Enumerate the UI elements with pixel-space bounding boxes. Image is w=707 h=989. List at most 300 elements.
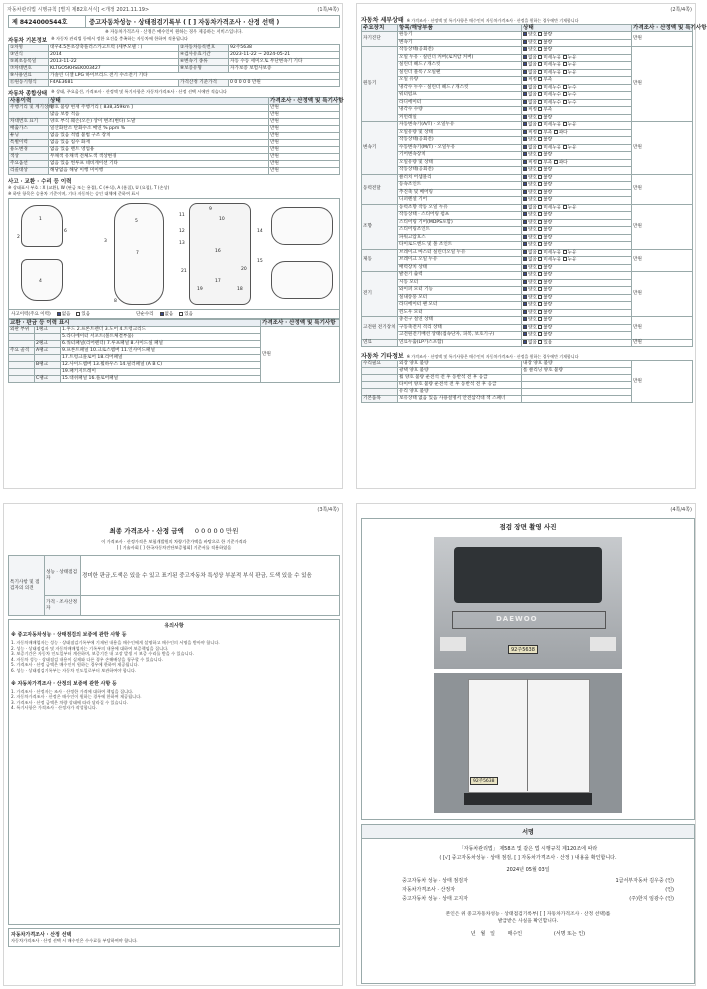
checkbox-icon <box>538 257 542 261</box>
detail-option: 불량 <box>543 47 553 53</box>
detail-option: 양호 <box>528 295 539 300</box>
overall-value: 양호 불량 현재 주행거리 [ 838,359km ] <box>49 105 269 112</box>
detail-option: 없음 <box>528 62 539 68</box>
detail-option: 없음 <box>528 340 539 345</box>
legend-yes: 있음 <box>81 312 91 317</box>
detail-option: 양호 <box>528 167 539 173</box>
overall-key: 리콜대상 <box>9 168 49 175</box>
detail-option: 양호 <box>528 235 539 240</box>
detail-status <box>522 332 632 340</box>
checkbox-icon <box>523 340 527 344</box>
checkbox-icon <box>523 295 527 299</box>
special-table <box>8 555 340 616</box>
basic-info-key: ⑥변속기 종류 <box>179 59 229 66</box>
checkbox-icon <box>523 212 527 216</box>
diagram-label: 21 <box>181 269 187 274</box>
detail-status <box>522 227 632 235</box>
detail-item: 발전기 출력 <box>398 272 522 280</box>
detail-option: 불량 <box>543 227 553 233</box>
truck-rear-photo <box>434 673 622 813</box>
checkbox-icon <box>538 115 542 119</box>
detail-option: 누유 <box>567 70 577 75</box>
basic-info-value: F4AE3681 <box>49 80 179 87</box>
buyer-line: 년 월 일 매수인 (서명 또는 인) <box>470 931 586 937</box>
diagram-label: 13 <box>179 241 185 246</box>
diagram-label: 3 <box>104 239 107 244</box>
overall-value: 해당없음 해당 이행 미이행 <box>49 168 269 175</box>
sign-date: 2024년 05월 03일 <box>506 867 550 873</box>
detail-item: 오일유량 및 상태 <box>398 159 522 167</box>
detail-option: 양호 <box>528 280 539 285</box>
photo-box <box>361 518 695 820</box>
sign-title: 서명 <box>362 825 694 839</box>
photo-title: 점검 장면 촬영 사진 <box>499 523 557 531</box>
sign-line-2: ( [√] 중고자동차성능 · 상태 점검, [ ] 자동차가격조사 · 산정 ) 내용을 확인합니다. <box>439 855 617 861</box>
frame-group <box>9 341 35 348</box>
checkbox-icon <box>538 332 542 336</box>
rear-plate: 92주5638 <box>470 777 498 785</box>
overall-status-table <box>8 97 344 175</box>
detail-option: 불량 <box>543 295 553 300</box>
checkbox-icon <box>523 257 527 261</box>
notice1-item: 4. 자동차 성능 · 상태점검 내용이 실제와 다른 경우 손해배상을 청구할 수 있습니다. <box>11 656 164 662</box>
detail-item: 워터펌프 <box>398 92 522 100</box>
detail-item: 등속조인트 <box>398 182 522 190</box>
detail-option: 미세누유 <box>543 62 563 68</box>
detail-row <box>362 317 693 325</box>
detail-option: 부족 <box>543 77 553 83</box>
frame-value: 17.트렁크플로어 18.리어패널 <box>61 355 261 362</box>
diagram-label: 7 <box>136 251 139 256</box>
overall-row <box>9 140 340 147</box>
detail-option: 누유 <box>567 145 577 150</box>
legend-none-2: 없음 <box>164 312 174 317</box>
overall-key: 튜닝 <box>9 133 49 140</box>
checkbox-icon <box>523 70 527 74</box>
overall-value: 없음 있음 썬루프 네비게이션 기타 <box>49 161 269 168</box>
checkbox-icon <box>563 70 567 74</box>
basic-info-value: 자동 수동 세미오토 무단변속기 기타 <box>229 59 340 66</box>
notice2-item: 4. 특기사항은 가격조사 · 산정자가 작성합니다. <box>11 705 98 711</box>
detail-status <box>522 264 632 272</box>
checkbox-icon <box>538 32 542 36</box>
price-line-1: 이 가격조사 · 산정가격은 보험개발원의 차량기준가액을 바탕으로 한 기준가격과 <box>101 539 247 544</box>
etc-note: ※ 가격조사 · 산정액 및 특기사항은 매수인이 자동차가격조사 · 산정을 원하는 경우에만 기재합니다 <box>406 354 579 359</box>
checkbox-icon <box>523 167 527 171</box>
checkbox-icon <box>523 137 527 141</box>
checkbox-icon <box>538 70 542 74</box>
detail-option: 불량 <box>543 272 553 278</box>
detail-option: 불량 <box>543 265 553 270</box>
checkbox-icon <box>523 190 527 194</box>
basic-info-title: 자동차 기본정보 <box>8 38 48 44</box>
detail-status <box>522 129 632 137</box>
detail-option: 불량 <box>543 220 553 225</box>
checkbox-icon <box>523 325 527 329</box>
detail-option: 불량 <box>543 167 553 173</box>
frame-value: 19.패키지트레이 <box>61 369 261 376</box>
etc-item <box>522 396 632 403</box>
basic-info-key: ④검사유효기간 <box>179 52 229 59</box>
detail-item: 수동변속기(M/T) · 오일누유 <box>398 144 522 152</box>
detail-option: 미세누수 <box>543 85 563 90</box>
detail-status <box>522 197 632 205</box>
checkbox-icon <box>523 310 527 314</box>
overall-price: 만원 <box>269 119 340 126</box>
etc-title: 자동차 기타정보 <box>361 353 404 360</box>
checkbox-icon <box>523 220 527 224</box>
detail-option: 없음 <box>528 85 539 90</box>
detail-item: 시동 모터 <box>398 279 522 287</box>
overall-status-note: ※ 상태, 주요옵션, 가격조사 · 산정액 및 특기사항은 자동차가격조사 · 산정 선택 시에만 적습니다 <box>51 89 227 94</box>
checkbox-icon <box>523 160 527 164</box>
basic-info-key: ③연식 <box>9 52 49 59</box>
detail-option: 없음 <box>528 145 539 150</box>
frame-group <box>9 355 35 362</box>
detail-option: 미세누유 <box>543 122 563 128</box>
overall-value: 많음 보통 적음 <box>49 112 269 119</box>
signature-box <box>361 824 695 984</box>
frame-rank: B랭크 <box>35 362 61 369</box>
overall-value: 양호 부식 훼손(오손) 상이 변조(변타) 도말 <box>49 119 269 126</box>
detail-item: 동력조향 작동 오일 누유 <box>398 204 522 212</box>
frame-group <box>9 376 35 383</box>
basic-info-key: ②자동차등록번호 <box>179 45 229 52</box>
detail-status <box>522 324 632 332</box>
detail-row <box>362 32 693 40</box>
checkbox-icon <box>523 250 527 254</box>
notice2-title: ※ 자동차가격조사 · 산정의 보증에 관한 사항 등 <box>11 680 117 687</box>
etc-item <box>522 389 632 396</box>
detail-row <box>362 122 693 130</box>
detail-item: 작동상태(공회전) <box>398 137 522 145</box>
detail-group: 조향 <box>362 204 398 249</box>
basic-info-value: 92주5638 <box>229 45 340 52</box>
detail-status <box>522 77 632 85</box>
detail-option: 양호 <box>528 242 539 248</box>
detail-status <box>522 159 632 167</box>
detail-option: 불량 <box>543 287 553 293</box>
checkbox-icon <box>523 235 527 239</box>
checkbox-icon <box>523 280 527 284</box>
detail-price: 만원 <box>632 204 693 249</box>
overall-head: 사용이력 <box>9 98 49 105</box>
receipt-line: 본인은 위 중고자동차성능 · 상태점검기록부( [ ] 자동차가격조사 · 산정 선택)를 <box>445 912 611 917</box>
detail-option: 미세누유 <box>543 70 563 75</box>
basic-info-row <box>9 66 340 73</box>
checkbox-icon <box>563 145 567 149</box>
notice-title: 유의사항 <box>164 623 184 629</box>
detail-item: 원동기 <box>398 32 522 40</box>
checkbox-icon <box>538 62 542 66</box>
detail-status <box>522 114 632 122</box>
detail-option: 불량 <box>543 175 553 180</box>
overall-key: 색상 <box>9 154 49 161</box>
detail-status <box>522 212 632 220</box>
page-1-title: 중고자동차성능 · 상태점검기록부 ( [ ] 자동차가격조사 · 산정 선택 ) <box>89 19 280 26</box>
checkbox-icon <box>160 312 164 316</box>
checkbox-icon <box>563 62 567 66</box>
detail-option: 미세누유 <box>543 145 563 150</box>
checkbox-icon <box>523 317 527 321</box>
car-front-view <box>21 205 63 247</box>
etc-group: 기본품목 <box>362 396 398 403</box>
detail-item: 작동상태(공회전) <box>398 167 522 175</box>
detail-item: 타이로드엔드 및 볼 조인트 <box>398 242 522 250</box>
detail-status <box>522 249 632 257</box>
car-rear-view <box>21 259 63 301</box>
checkbox-icon <box>538 77 542 81</box>
detail-option: 불량 <box>543 332 553 338</box>
notice2-item: 2. 자동차가격조사 · 산정은 매수인이 원하는 경우에 한하여 제공됩니다. <box>11 694 142 700</box>
detail-status <box>522 294 632 302</box>
detail-option: 불량 <box>543 280 553 285</box>
overall-price: 만원 <box>269 168 340 175</box>
notice1-item: 3. 보증기간은 자동차 인도일부터 계산하며, 보증기간 내 고장 발생 시 보증 수리를 받을 수 있습니다. <box>11 651 195 657</box>
frame-value: 5.라디에이터 서포트(볼트체결부품) <box>61 334 261 341</box>
basic-info-key: ⑤최초등록일 <box>9 59 49 66</box>
detail-status <box>522 279 632 287</box>
detail-status <box>522 204 632 212</box>
basic-info-value: KLTGO5KHSEK003427 <box>49 66 179 73</box>
detail-option: 양호 <box>528 40 539 45</box>
checkbox-icon <box>538 317 542 321</box>
etc-group <box>362 368 398 375</box>
detail-item: 커먼레일 <box>398 114 522 122</box>
basic-info-row <box>9 80 340 87</box>
detail-item: 와이퍼 모터 기능 <box>398 287 522 295</box>
detail-option: 양호 <box>528 182 539 188</box>
detail-item: 작동상태 · 스티어링 펌프 <box>398 212 522 220</box>
checkbox-icon <box>523 287 527 291</box>
signer-name: (인) <box>665 887 674 893</box>
overall-row <box>9 126 340 133</box>
detail-option: 누유 <box>567 55 577 60</box>
etc-item: 유리 양호 불량 <box>398 389 522 396</box>
frame-history-table <box>8 319 340 383</box>
detail-status <box>522 32 632 40</box>
detail-status <box>522 234 632 242</box>
detail-item: 브레이크 마스터 실린더오일 누유 <box>398 249 522 257</box>
detail-item: 실린더 블록 / 오일팬 <box>398 69 522 77</box>
detail-option: 양호 <box>528 325 539 330</box>
checkbox-icon <box>538 40 542 44</box>
checkbox-icon <box>538 55 542 59</box>
checkbox-icon <box>538 272 542 276</box>
detail-status <box>522 107 632 115</box>
signer-name: (주)한지 임광수 (인) <box>629 896 674 902</box>
basic-info-value: 자가보증 보험사보증 <box>229 66 340 73</box>
detail-status <box>522 62 632 70</box>
diagram-label: 8 <box>114 299 117 304</box>
detail-option: 적정 <box>528 130 539 135</box>
page-1 <box>3 3 343 489</box>
checkbox-icon <box>523 205 527 209</box>
overall-row <box>9 147 340 154</box>
detail-status <box>522 137 632 145</box>
checkbox-icon <box>563 257 567 261</box>
basic-info-value: 2013-11-22 <box>49 59 179 66</box>
perf-inspector-label: 성능 · 상태점검자 <box>45 556 81 596</box>
frame-rank <box>35 334 61 341</box>
detail-option: 양호 <box>528 152 539 158</box>
detail-row <box>362 204 693 212</box>
detail-status <box>522 317 632 325</box>
detail-table <box>361 24 707 347</box>
checkbox-icon <box>538 160 542 164</box>
detail-group: 자기진단 <box>362 32 398 47</box>
checkbox-icon <box>538 137 542 141</box>
detail-item: 오일유량 및 상태 <box>398 129 522 137</box>
detail-item: 냉각수 수량 <box>398 107 522 115</box>
detail-option: 누유 <box>567 250 577 255</box>
detail-item: 오일 유량 <box>398 77 522 85</box>
overall-row <box>9 168 340 175</box>
detail-item: 배력장치 상태 <box>398 264 522 272</box>
detail-option: 양호 <box>528 190 539 195</box>
etc-item <box>522 382 632 389</box>
overall-head: 가격조사 · 산정액 및 특기사항 <box>270 98 344 104</box>
overall-value: 없음 있음 침수 화재 <box>49 140 269 147</box>
checkbox-icon <box>554 130 558 134</box>
etc-group <box>362 389 398 396</box>
detail-price: 만원 <box>632 317 693 340</box>
checkbox-icon <box>538 85 542 89</box>
detail-group: 동력전달 <box>362 174 398 204</box>
checkbox-icon <box>538 182 542 186</box>
diagram-label: 10 <box>219 217 225 222</box>
diagram-label: 11 <box>179 213 185 218</box>
frame-value: 15.대쉬패널 16.플로어패널 <box>61 376 261 383</box>
checkbox-icon <box>76 312 80 316</box>
detail-option: 없음 <box>528 92 539 98</box>
overall-row <box>9 105 340 112</box>
detail-option: 양호 <box>528 287 539 293</box>
detail-option: 미세누유 <box>543 55 563 60</box>
basic-info-key: ①차명 <box>9 45 49 52</box>
detail-option: 누유 <box>567 62 577 68</box>
detail-item: 라디에이터 <box>398 99 522 107</box>
detail-status <box>522 54 632 62</box>
detail-group: 원동기 <box>362 47 398 122</box>
notice1-item: 1. 자동차매매업자는 성능 · 상태점검기록부에 기재된 내용을 매수인에게 설명하고 매수인의 서명을 받아야 합니다. <box>11 640 220 645</box>
checkbox-icon <box>523 92 527 96</box>
checkbox-icon <box>563 85 567 89</box>
detail-item: 파워고압호스 <box>398 234 522 242</box>
detail-option: 없음 <box>528 100 539 105</box>
detail-option: 양호 <box>528 137 539 143</box>
detail-option: 부족 <box>543 130 554 135</box>
detail-status <box>522 92 632 100</box>
checkbox-icon <box>538 107 542 111</box>
page-2-corner-right: (2쪽/4쪽) <box>670 7 692 13</box>
detail-option: 양호 <box>528 332 539 338</box>
detail-title: 자동차 세부상태 <box>361 17 404 24</box>
checkbox-icon <box>523 197 527 201</box>
etc-item: 외장 양호 불량 <box>398 361 522 368</box>
detail-option: 없음 <box>528 250 539 255</box>
checkbox-icon <box>563 205 567 209</box>
detail-status <box>522 152 632 160</box>
etc-item: 내장 양호 불량 <box>522 361 632 368</box>
etc-group: 수리필요 <box>362 361 398 368</box>
checkbox-icon <box>538 227 542 231</box>
overall-price: 만원 <box>269 126 340 133</box>
notice2-item: 1. 가격조사 · 산정자는 조사 · 산정한 가격에 대하여 책임을 집니다. <box>11 688 134 694</box>
detail-head-1: 주요장치 <box>362 25 398 32</box>
detail-status <box>522 272 632 280</box>
detail-item: 변속기 <box>398 39 522 47</box>
detail-item: 고전원전기배선 상태(접속단자, 피복, 보호기구) <box>398 332 522 340</box>
frame-value: 9.프론트패널 10.크로스멤버 11.인사이드패널 <box>61 348 261 355</box>
diagram-label: 12 <box>179 229 185 234</box>
frame-rank: A랭크 <box>35 348 61 355</box>
checkbox-icon <box>538 152 542 156</box>
signer-row <box>402 886 674 893</box>
detail-status <box>522 99 632 107</box>
fee-title: 자동차가격조사 · 산정 선택 <box>11 932 72 938</box>
basic-info-note: ※ 자동차 관리법 등에서 정한 요건을 충족하는 자동차에 한하여 적용됩니다 <box>51 36 188 41</box>
frame-price: 만원 <box>261 327 340 383</box>
frame-price-head: 가격조사 · 산정액 및 특기사항 <box>261 320 340 327</box>
legend-none: 없음 <box>61 312 71 317</box>
checkbox-icon <box>563 122 567 126</box>
checkbox-icon <box>538 295 542 299</box>
detail-price: 만원 <box>632 32 693 47</box>
frame-title: 교환 · 판금 등 이력 표시 <box>9 320 261 327</box>
detail-row <box>362 249 693 257</box>
diagram-label: 18 <box>237 287 243 292</box>
checkbox-icon <box>538 265 542 269</box>
etc-row <box>362 361 693 368</box>
detail-price: 만원 <box>632 272 693 317</box>
signer-name: 1급서부자동차 김우중 (인) <box>615 878 674 884</box>
diagram-label: 20 <box>241 267 247 272</box>
notice1-item: 2. 성능 · 상태점검자 및 자동차매매업자는 기록부의 내용에 대하여 보증책임을 집니다. <box>11 645 169 651</box>
diagram-label: 17 <box>215 279 221 284</box>
checkbox-icon <box>57 312 61 316</box>
basic-info-value: 0 0 0 0 0 만원 <box>229 80 340 87</box>
checkbox-icon <box>538 175 542 179</box>
diagram-label: 19 <box>197 287 203 292</box>
checkbox-icon <box>538 197 542 201</box>
checkbox-icon <box>538 205 542 209</box>
detail-option: 양호 <box>528 310 539 315</box>
receipt-line-2: 발급받은 사실을 확인합니다. <box>497 919 559 924</box>
price-line-2: [ ] 기술사회 [ ] 한국자동차진단보증협회] 기준서를 적용하였음 <box>116 545 232 550</box>
detail-option: 적정 <box>528 77 539 83</box>
basic-info-row <box>9 45 340 52</box>
detail-row <box>362 339 693 347</box>
checkbox-icon <box>538 310 542 314</box>
checkbox-icon <box>538 100 542 104</box>
detail-option: 불량 <box>543 317 553 323</box>
detail-option: 미세누유 <box>543 250 563 255</box>
checkbox-icon <box>538 325 542 329</box>
page-4-corner-right: (4쪽/4쪽) <box>670 507 692 513</box>
accident-note-2: ※ 하단 항목은 승용차 기준이며, 기타 자동차는 승인 대체에 준하여 표시 <box>8 191 140 196</box>
detail-option: 누수 <box>567 85 577 90</box>
overall-key: 주요옵션 <box>9 161 49 168</box>
checkbox-icon <box>538 242 542 246</box>
detail-row <box>362 47 693 55</box>
frame-value: 6.쿼터패널(리어펜더) 7.루프패널 8.사이드실 패널 <box>61 341 261 348</box>
detail-option: 양호 <box>528 220 539 225</box>
overall-head: 상태 <box>49 98 269 105</box>
basic-info-key: ⑧보증유형 <box>179 66 229 73</box>
page-3-corner-right: (3쪽/4쪽) <box>317 507 339 513</box>
overall-key: 주행거리 및 계기상태 <box>10 105 53 110</box>
